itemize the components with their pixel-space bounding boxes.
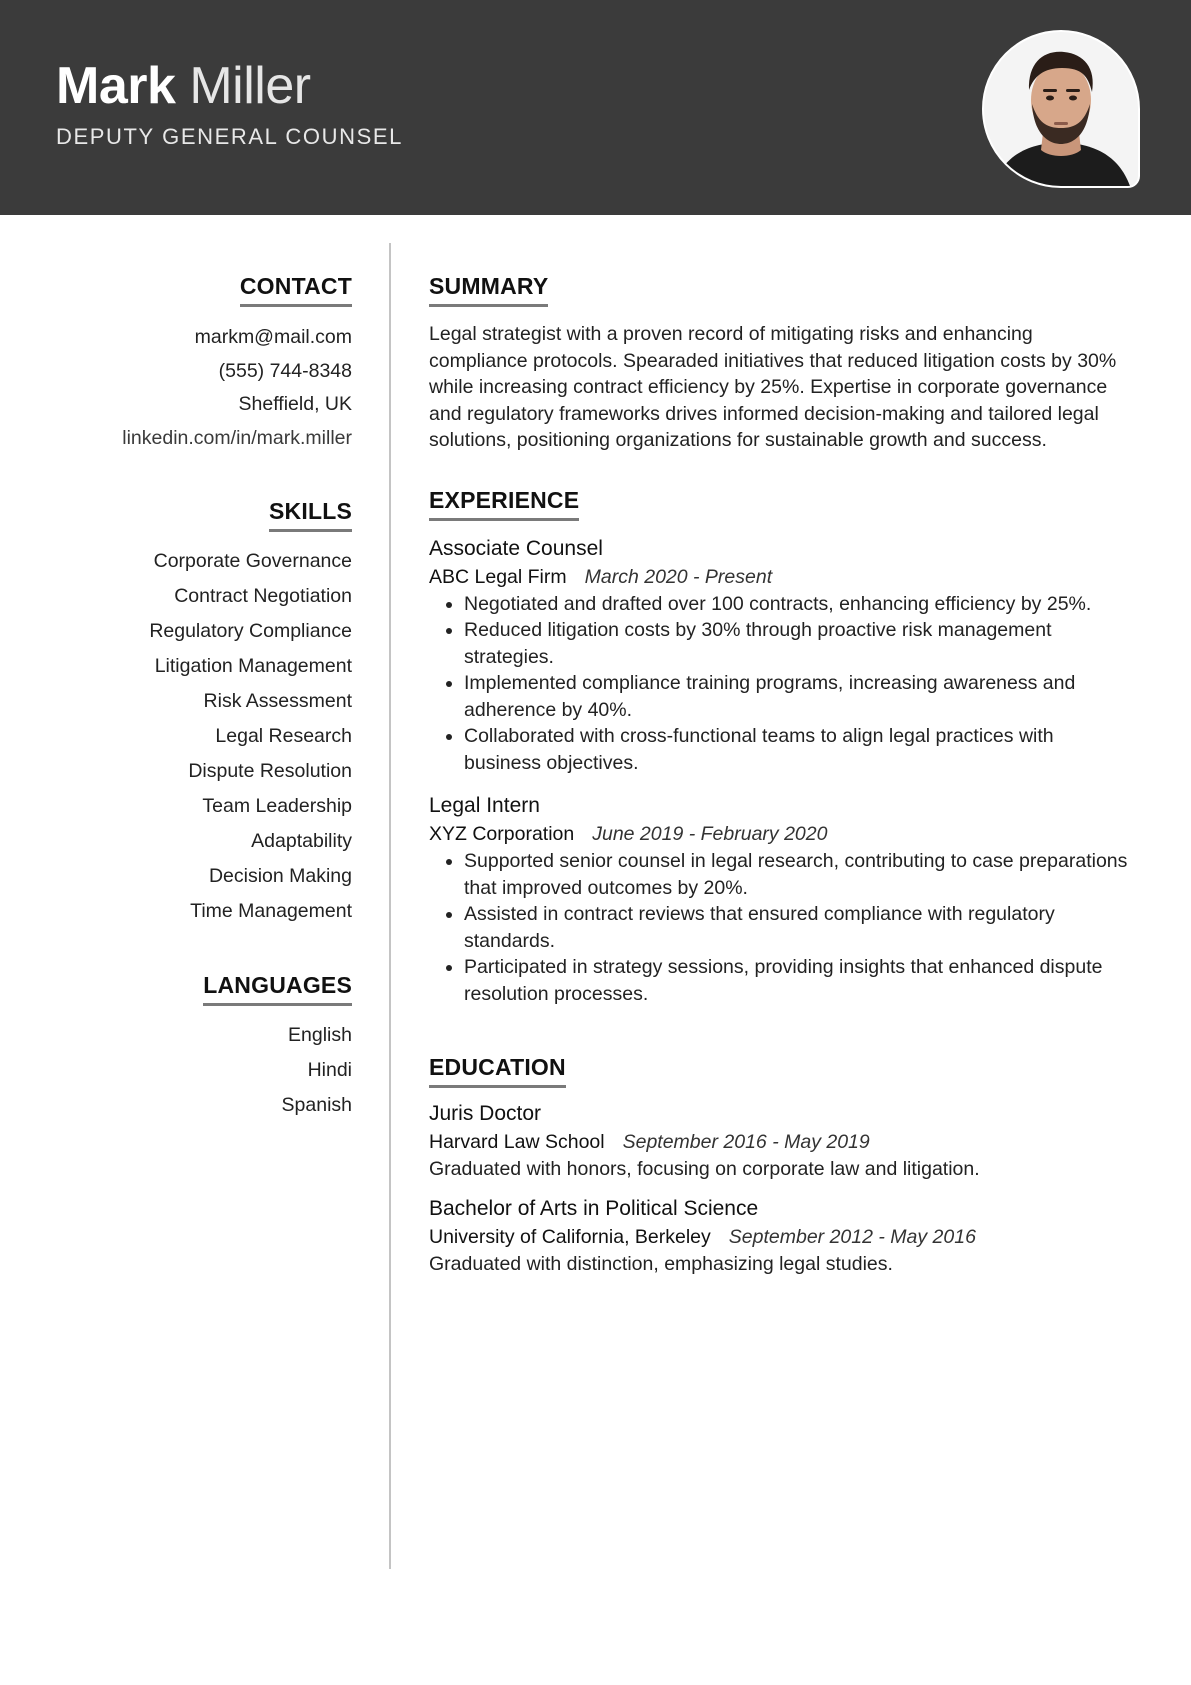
header-band <box>0 0 1191 215</box>
job-bullet: • Participated in strategy sessions, providing insights that enhanced dispute resolution processes. <box>464 954 1135 1007</box>
contact-list <box>60 321 352 455</box>
contact-section <box>60 270 352 455</box>
job-bullets <box>429 591 1135 777</box>
job-bullet: • Supported senior counsel in legal research, contributing to case preparations that improved outcomes by 20%. <box>464 848 1135 901</box>
school: University of California, Berkeley <box>429 1226 711 1248</box>
contact-location: Sheffield, UK <box>238 393 352 415</box>
languages-section <box>60 969 352 1123</box>
skills-section <box>60 495 352 929</box>
contact-heading: CONTACT <box>240 270 352 307</box>
job-dates: March 2020 - Present <box>584 565 773 588</box>
profile-photo-icon <box>984 32 1138 186</box>
job-bullet: • Assisted in contract reviews that ensured compliance with regulatory standards. <box>464 901 1135 954</box>
skill-item: Regulatory Compliance <box>149 620 352 642</box>
profile-photo <box>982 30 1140 188</box>
skill-item: Decision Making <box>208 865 352 887</box>
education-heading: EDUCATION <box>429 1051 566 1088</box>
experience-item <box>429 792 1135 1007</box>
language-item: Hindi <box>307 1059 352 1081</box>
skill-item: Litigation Management <box>154 655 352 677</box>
skill-item: Legal Research <box>215 725 352 747</box>
degree: Bachelor of Arts in Political Science <box>429 1197 759 1220</box>
education-dates: September 2016 - May 2019 <box>622 1131 870 1153</box>
school: Harvard Law School <box>429 1131 605 1153</box>
contact-phone[interactable]: (555) 744-8348 <box>218 359 352 382</box>
contact-linkedin[interactable]: linkedin.com/in/mark.miller <box>122 426 352 449</box>
summary-text: Legal strategist with a proven record of mitigating risks and enhancing compliance protocols. Spearaded initiatives that reduced litigation costs by 30% while increasing contract efficiency by 25%. Expertise in corporate governance and regulatory frameworks drives informed decision-making and tailored legal solutions, positioning organizations for sustainable growth and success. <box>429 323 1117 451</box>
language-item: Spanish <box>281 1094 352 1116</box>
main-content <box>429 270 1135 1308</box>
candidate-name <box>56 52 311 120</box>
summary-section <box>429 270 1135 454</box>
skill-item: Team Leadership <box>202 795 352 817</box>
job-org: XYZ Corporation <box>429 823 575 845</box>
job-bullet: • Negotiated and drafted over 100 contracts, enhancing efficiency by 25%. <box>464 591 1135 618</box>
languages-list <box>60 1018 352 1123</box>
job-bullet: • Reduced litigation costs by 30% through proactive risk management strategies. <box>464 617 1135 670</box>
job-bullets <box>429 848 1135 1007</box>
skill-item: Corporate Governance <box>153 550 352 572</box>
job-dates: June 2019 - February 2020 <box>592 823 828 845</box>
skill-item: Dispute Resolution <box>188 760 352 782</box>
education-desc: Graduated with honors, focusing on corporate law and litigation. <box>429 1158 980 1180</box>
first-name: Mark <box>56 57 176 115</box>
sidebar <box>60 270 352 1163</box>
skills-heading: SKILLS <box>269 495 352 532</box>
skill-item: Adaptability <box>251 830 352 852</box>
skills-list <box>60 544 352 929</box>
column-divider <box>389 243 391 1569</box>
education-desc: Graduated with distinction, emphasizing legal studies. <box>429 1253 893 1275</box>
last-name: Miller <box>189 57 311 115</box>
education-item <box>429 1100 1135 1183</box>
education-meta <box>429 1223 1135 1251</box>
summary-heading: SUMMARY <box>429 270 548 307</box>
job-bullet: • Collaborated with cross-functional teams to align legal practices with business objectives. <box>464 723 1135 776</box>
education-section <box>429 1051 1135 1278</box>
job-meta <box>429 820 1135 848</box>
education-dates: September 2012 - May 2016 <box>728 1226 976 1248</box>
skill-item: Contract Negotiation <box>174 585 352 607</box>
experience-heading: EXPERIENCE <box>429 484 579 521</box>
experience-section <box>429 484 1135 1008</box>
job-meta <box>429 563 1135 591</box>
job-bullet: • Implemented compliance training programs, increasing awareness and adherence by 40%. <box>464 670 1135 723</box>
job-role: Legal Intern <box>429 794 540 817</box>
language-item: English <box>288 1024 352 1046</box>
degree: Juris Doctor <box>429 1102 542 1125</box>
contact-email[interactable]: markm@mail.com <box>194 326 352 348</box>
job-role: Associate Counsel <box>429 536 603 560</box>
languages-heading: LANGUAGES <box>203 969 352 1006</box>
education-item <box>429 1195 1135 1278</box>
job-title: DEPUTY GENERAL COUNSEL <box>56 124 403 149</box>
skill-item: Risk Assessment <box>203 690 352 712</box>
education-meta <box>429 1128 1135 1156</box>
job-org: ABC Legal Firm <box>429 565 567 588</box>
experience-item <box>429 535 1135 777</box>
skill-item: Time Management <box>190 900 352 922</box>
